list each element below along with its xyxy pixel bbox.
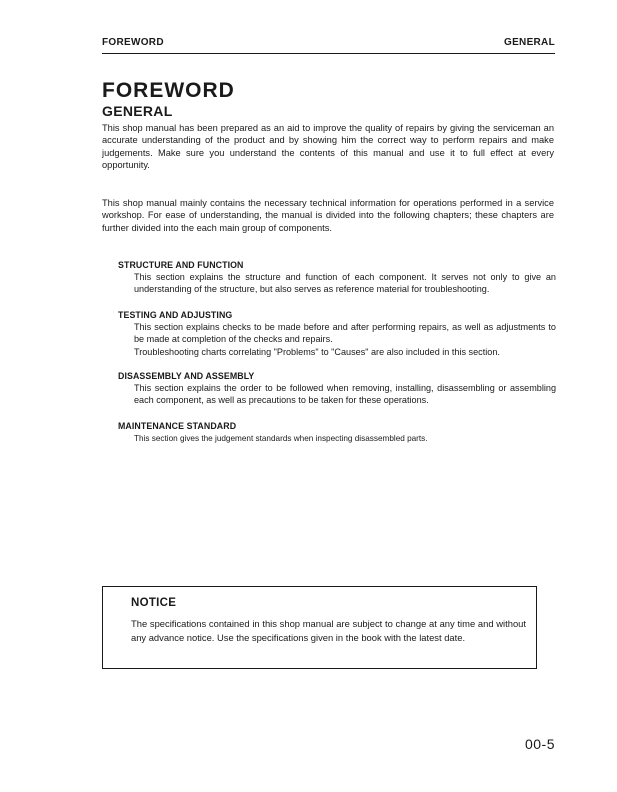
section-body-maintenance: This section gives the judgement standards when inspecting disassembled parts. [134, 434, 428, 443]
section-body-testing: This section explains checks to be made before and after performing repairs, as well as adjustments to be made at completion of the checks and repairs. [134, 322, 556, 345]
section-heading-maintenance: MAINTENANCE STANDARD [118, 421, 237, 431]
notice-title: NOTICE [131, 597, 177, 609]
section-extra-testing: Troubleshooting charts correlating "Problems" to "Causes" are also included in this section. [134, 347, 500, 357]
section-heading-structure: STRUCTURE AND FUNCTION [118, 260, 244, 270]
intro-paragraph: This shop manual has been prepared as an aid to improve the quality of repairs by giving the serviceman an accurate understanding of the product and by showing him the correct way to perform repairs and make judgements. Make sure you understand the contents of this manual and use it to full effect at every opportunity. [102, 123, 554, 170]
notice-box [102, 586, 537, 669]
section-heading-disassembly: DISASSEMBLY AND ASSEMBLY [118, 371, 255, 381]
header-section: GENERAL [504, 37, 555, 48]
chapters-paragraph: This shop manual mainly contains the necessary technical information for operations performed in a service workshop. For ease of understanding, the manual is divided into the following chapters; these chapters are further divided into the each main group of components. [102, 198, 554, 233]
page-number: 00-5 [524, 736, 555, 752]
section-body-disassembly: This section explains the order to be followed when removing, installing, disassembling or assembling each component, as well as precautions to be taken for these operations. [134, 383, 556, 406]
section-body-structure: This section explains the structure and function of each component. It serves not only to give an understanding of the structure, but also serves as reference material for troubleshooting. [134, 272, 556, 295]
section-heading-testing: TESTING AND ADJUSTING [118, 310, 233, 320]
page-title: FOREWORD [102, 79, 235, 102]
page-subtitle: GENERAL [102, 103, 173, 119]
header-chapter: FOREWORD [102, 37, 164, 48]
notice-body: The specifications contained in this shop manual are subject to change at any time and without any advance notice. Use the specifications given in the book with the latest date. [131, 618, 526, 643]
running-header [102, 37, 555, 54]
